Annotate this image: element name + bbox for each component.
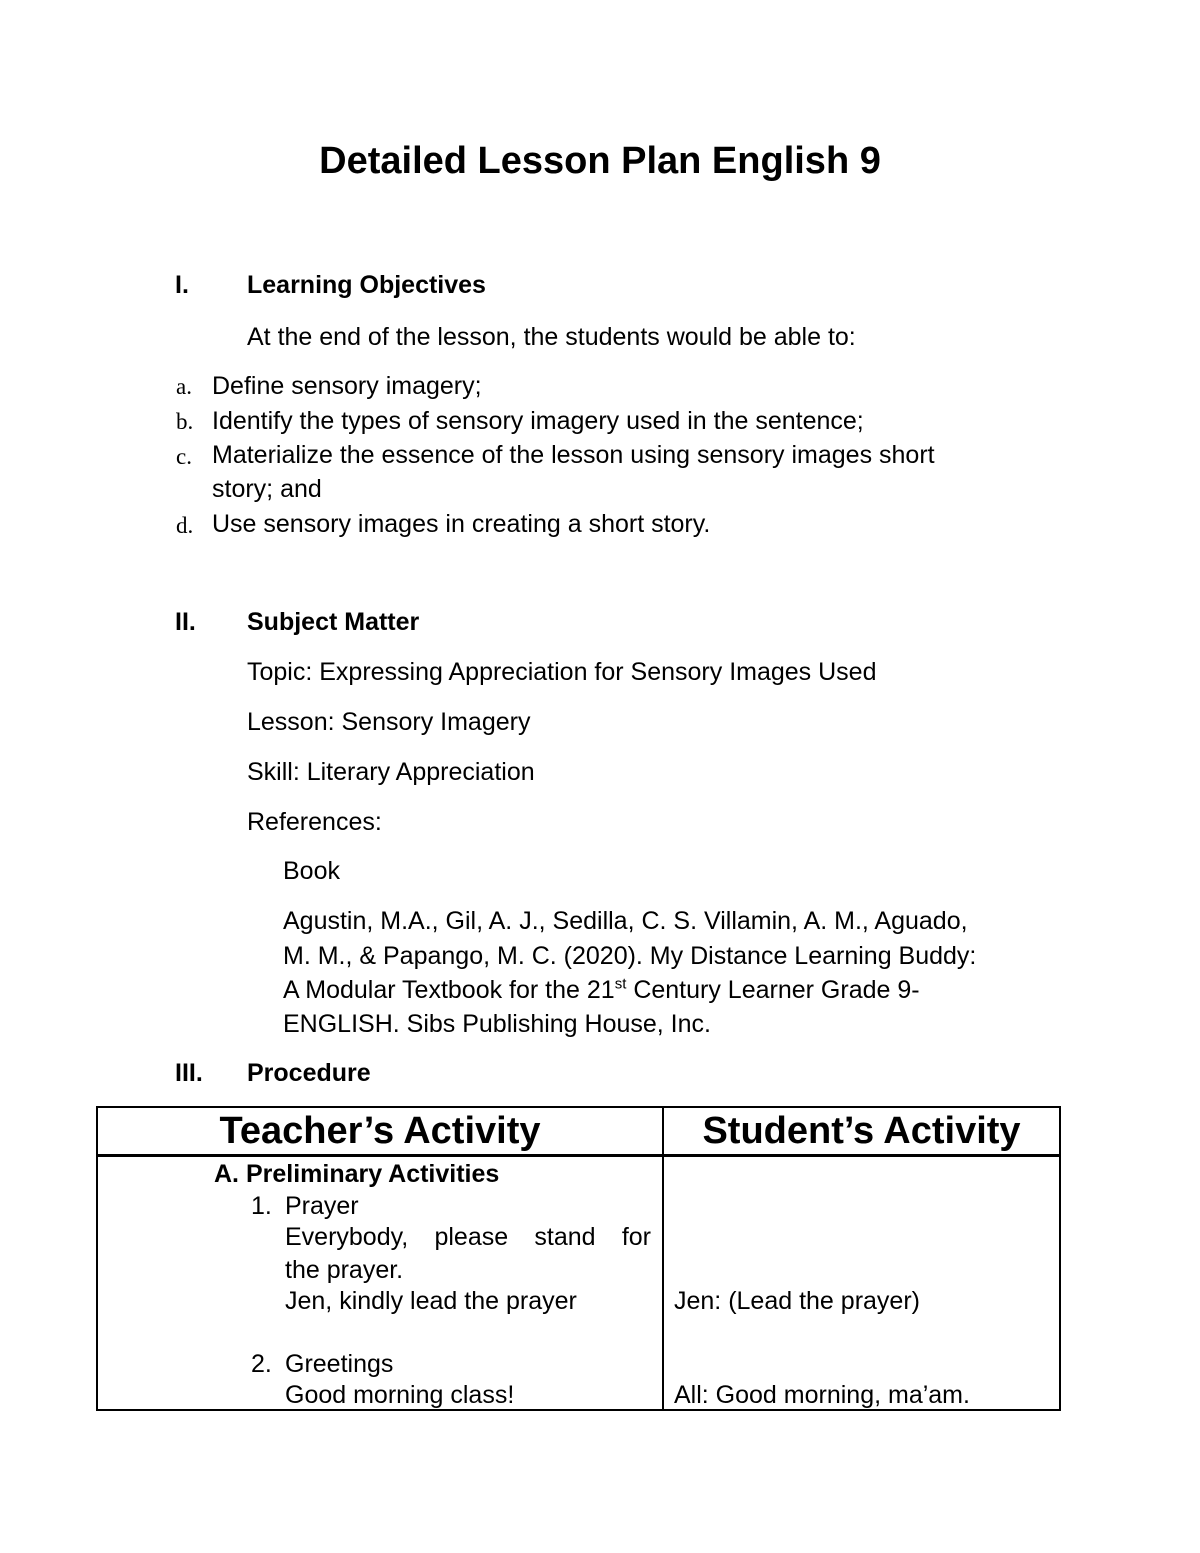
word: please [434,1223,509,1251]
list-item-letter: d. [176,513,194,538]
list-item: Use sensory images in creating a short story. [212,510,711,538]
instruction-line [285,1223,651,1252]
item-title: Greetings [285,1350,394,1378]
page-title: Detailed Lesson Plan English 9 [319,140,881,182]
reference-type: Book [283,857,340,885]
objectives-intro: At the end of the lesson, the students would be able to: [247,323,856,351]
section-title: Procedure [247,1059,371,1087]
references-label: References: [247,808,382,836]
citation-line: ENGLISH. Sibs Publishing House, Inc. [283,1010,711,1038]
section-number: II. [175,608,196,636]
section-number: I. [175,271,189,299]
list-item: Identify the types of sensory imagery used in the sentence; [212,407,864,435]
citation-line: M. M., & Papango, M. C. (2020). My Distance Learning Buddy: [283,942,977,970]
header-teacher-activity: Teacher’s Activity [97,1107,663,1156]
instruction-line: Jen, kindly lead the prayer [285,1287,577,1315]
word: Everybody, [285,1223,409,1251]
item-title: Prayer [285,1192,359,1220]
instruction-line: Good morning class! [285,1381,515,1409]
citation-line [283,976,920,1005]
list-item-letter: b. [176,409,194,434]
list-item-continuation: story; and [212,475,322,503]
list-item-letter: a. [176,374,192,399]
citation-text: Century Learner Grade 9- [626,976,920,1004]
activity-heading: A. Preliminary Activities [214,1160,500,1188]
student-response: All: Good morning, ma’am. [674,1381,970,1409]
skill-line: Skill: Literary Appreciation [247,758,535,786]
teacher-activity-cell [97,1156,663,1411]
word: for [621,1223,651,1251]
table-header-row [97,1107,1060,1156]
item-number: 2. [251,1350,272,1378]
student-activity-cell [663,1156,1060,1411]
student-response: Jen: (Lead the prayer) [674,1287,920,1315]
instruction-line: the prayer. [285,1256,404,1284]
section-number: III. [175,1059,203,1087]
word: stand [534,1223,596,1251]
citation-text: A Modular Textbook for the 21 [283,976,615,1004]
citation-line: Agustin, M.A., Gil, A. J., Sedilla, C. S. Villamin, A. M., Aguado, [283,907,968,935]
topic-line: Topic: Expressing Appreciation for Sensory Images Used [247,658,877,686]
list-item: Materialize the essence of the lesson using sensory images short [212,441,935,469]
table-row [97,1156,1060,1411]
lesson-line: Lesson: Sensory Imagery [247,708,531,736]
ordinal-suffix: st [614,975,627,993]
list-item-letter: c. [176,444,192,469]
item-number: 1. [251,1192,272,1220]
procedure-table [96,1106,1061,1411]
section-title: Subject Matter [247,608,420,636]
list-item: Define sensory imagery; [212,372,482,400]
header-student-activity: Student’s Activity [663,1107,1060,1156]
section-title: Learning Objectives [247,271,486,299]
